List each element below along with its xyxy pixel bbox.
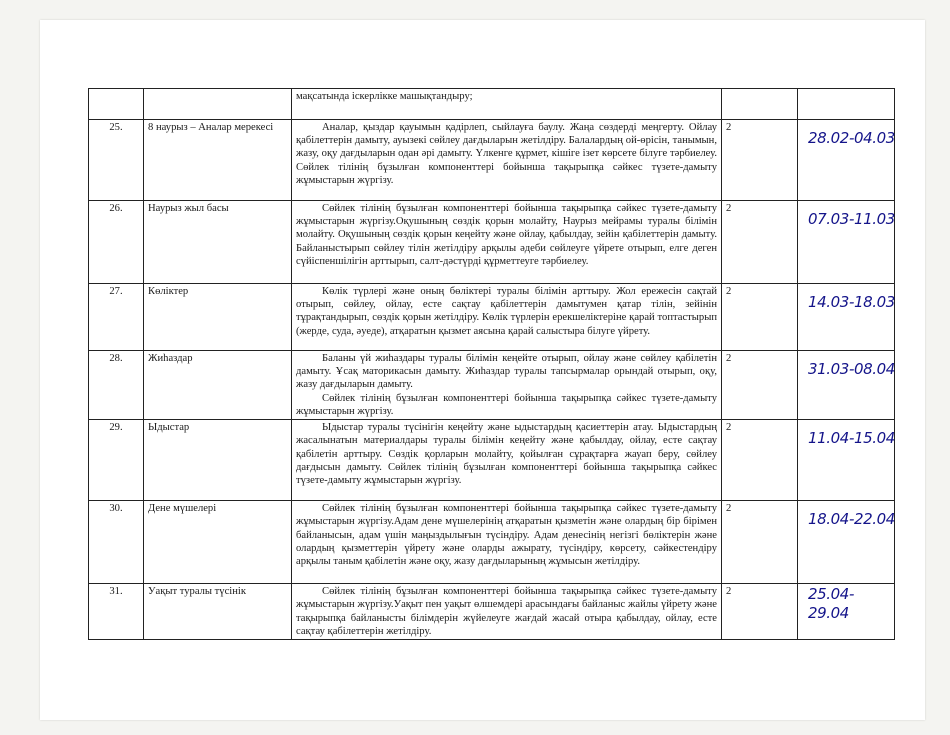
cell-date	[798, 501, 895, 584]
table-row	[89, 120, 895, 201]
cell-num: 27.	[89, 284, 144, 351]
handwritten-date: 14.03-18.03	[808, 293, 895, 311]
description-text: Көлік түрлері және оның бөліктері туралы білімін арттыру. Жол ережесін сақтай отырып, сөйлеу, ойлау, есте сақтау қабілеттерін дамытумен қатар тілін, зейінін тұрақтандырып, сөздік қорын жетілдіру. Көлік түрлерін ерекшеліктеріне қарай топтастырып (жерде, суда, әуеде), атқаратын қызмет аясына қарай салыстыра білуге үйрету.	[296, 286, 717, 337]
cell-description	[292, 420, 722, 501]
table-row	[89, 351, 895, 420]
cell-hours: 2	[722, 201, 798, 284]
cell-topic: Дене мүшелері	[144, 501, 292, 584]
handwritten-date: 25.04- 29.04	[808, 585, 854, 622]
cell-topic: Жиһаздар	[144, 351, 292, 420]
description-text: Баланы үй жиһаздары туралы білімін кеңейте отырып, ойлау және сөйлеу қабілетін дамыту. Ұсақ маторикасын дамыту. Жиһаздар туралы тапсырмалар орындай отырып, оқу, жазу дағдыларын дамыту.	[296, 353, 717, 391]
cell-date	[798, 201, 895, 284]
cell-description	[292, 89, 722, 120]
cell-date	[798, 584, 895, 640]
cell-date	[798, 120, 895, 201]
cell-topic: Көліктер	[144, 284, 292, 351]
cell-date	[798, 420, 895, 501]
description-text: Сөйлек тілінің бұзылған компоненттері бойынша тақырыпқа сәйкес түзете-дамыту жұмыстарын жүргізу.Уақыт пен уақыт өлшемдері арасындағы байланыс жайлы үйрету және тақырыпқа байланысты білімдерін жүйелеуге жағдай жасай отыра қабылдау, ойлау, есте сақтау қабілеттерін жетілдіру.	[296, 586, 717, 637]
handwritten-date: 31.03-08.04	[808, 360, 895, 378]
cell-hours: 2	[722, 351, 798, 420]
cell-date	[798, 89, 895, 120]
cell-description	[292, 584, 722, 640]
handwritten-date: 11.04-15.04	[808, 429, 895, 448]
description-text: Аналар, қыздар қауымын қадірлеп, сыйлауға баулу. Жаңа сөздерді меңгерту. Ойлау қабілеттерін дамыту, ауызекі сөйлеу дағдыларын жетілдіру. Балалардың ой-өрісін, танымын, жазу, оқу дағдыларын одан әрі дамыту. Үлкенге құрмет, кішіге ізет көрсете білуге тәрбиелеу. Сөйлек тілінің бұзылған компоненттері бойынша тақырыпқа сәйкес түзете-дамыту жұмыстарын жүргізу.	[296, 122, 717, 186]
cell-date	[798, 284, 895, 351]
table-row-continuation	[89, 89, 895, 120]
description-text: Ыдыстар туралы түсінігін кеңейту және ыдыстардың қасиеттерін атау. Ыдыстардың жасалынатын материалдары туралы білімін кеңейту және қабылдау, ойлау, есте сақтау қабілетін арттыру. Сөздік қорларын молайту, қойылған сұрақтарға жауап беру, сөйлеу дағдысын дамыту. Сөйлек тілінің бұзылған компоненттері бойынша тақырыпқа сәйкес түзете-дамыту жұмыстарын жүргізу.	[296, 422, 717, 487]
table-row	[89, 284, 895, 351]
cell-num: 26.	[89, 201, 144, 284]
cell-num: 28.	[89, 351, 144, 420]
cell-num	[89, 89, 144, 120]
cell-hours: 2	[722, 584, 798, 640]
cell-description	[292, 351, 722, 420]
handwritten-date: 07.03-11.03	[808, 210, 895, 228]
cell-topic: 8 наурыз – Аналар мерекесі	[144, 120, 292, 201]
table-row	[89, 501, 895, 584]
cell-num: 29.	[89, 420, 144, 501]
description-text: мақсатында іскерлікке машықтандыру;	[296, 91, 473, 102]
cell-topic: Наурыз жыл басы	[144, 201, 292, 284]
description-text: Сөйлек тілінің бұзылған компоненттері бойынша тақырыпқа сәйкес түзете-дамыту жұмыстарын жүргізу.Адам дене мүшелерінің атқаратын қызметін және олардың бір бірімен байланысын, адам үшін маңыздылығын түсіндіру. Адам денесінің негізгі бөліктерін және олардың қызметтерін үйрету және оларды ажырату, түсіндіру, көрсету, сәйкестендіру арқылы таным қабілетін және оқу, жазу дағдыларының жұмысын жетілдіру.	[296, 503, 717, 568]
cell-description	[292, 284, 722, 351]
cell-hours	[722, 89, 798, 120]
cell-num: 30.	[89, 501, 144, 584]
cell-description	[292, 201, 722, 284]
table-row	[89, 201, 895, 284]
table-row	[89, 420, 895, 501]
cell-description	[292, 120, 722, 201]
handwritten-date: 18.04-22.04	[808, 510, 895, 529]
cell-hours: 2	[722, 120, 798, 201]
cell-hours: 2	[722, 284, 798, 351]
description-text: Сөйлек тілінің бұзылған компоненттері бойынша тақырыпқа сәйкес түзете-дамыту жұмыстарын жүргізу.Оқушының сөздік қорын молайту, Наурыз мейрамы туралы білімін молайту. Оқушының сөздік қорын кеңейту және ойлау, қабылдау, зейін қабілеттерін дамыту. Байланыстырып сөйлеу тілін жетілдіру арқылы әдеби сөйлеуге үйрете отырып, елге деген сүйіспеншілігін арттырып, салт-дәстүрді құрметтеуге тәрбиелеу.	[296, 203, 717, 267]
lesson-plan-table	[88, 88, 895, 640]
handwritten-date: 28.02-04.03	[808, 129, 895, 147]
description-text-2: Сөйлек тілінің бұзылған компоненттері бойынша тақырыпқа сәйкес түзете-дамыту жұмыстарын жүргізу.	[296, 392, 717, 417]
cell-description	[292, 501, 722, 584]
cell-num: 25.	[89, 120, 144, 201]
cell-hours: 2	[722, 501, 798, 584]
cell-topic: Ыдыстар	[144, 420, 292, 501]
table-row	[89, 584, 895, 640]
cell-hours: 2	[722, 420, 798, 501]
cell-topic	[144, 89, 292, 120]
cell-num: 31.	[89, 584, 144, 640]
cell-topic: Уақыт туралы түсінік	[144, 584, 292, 640]
cell-date	[798, 351, 895, 420]
